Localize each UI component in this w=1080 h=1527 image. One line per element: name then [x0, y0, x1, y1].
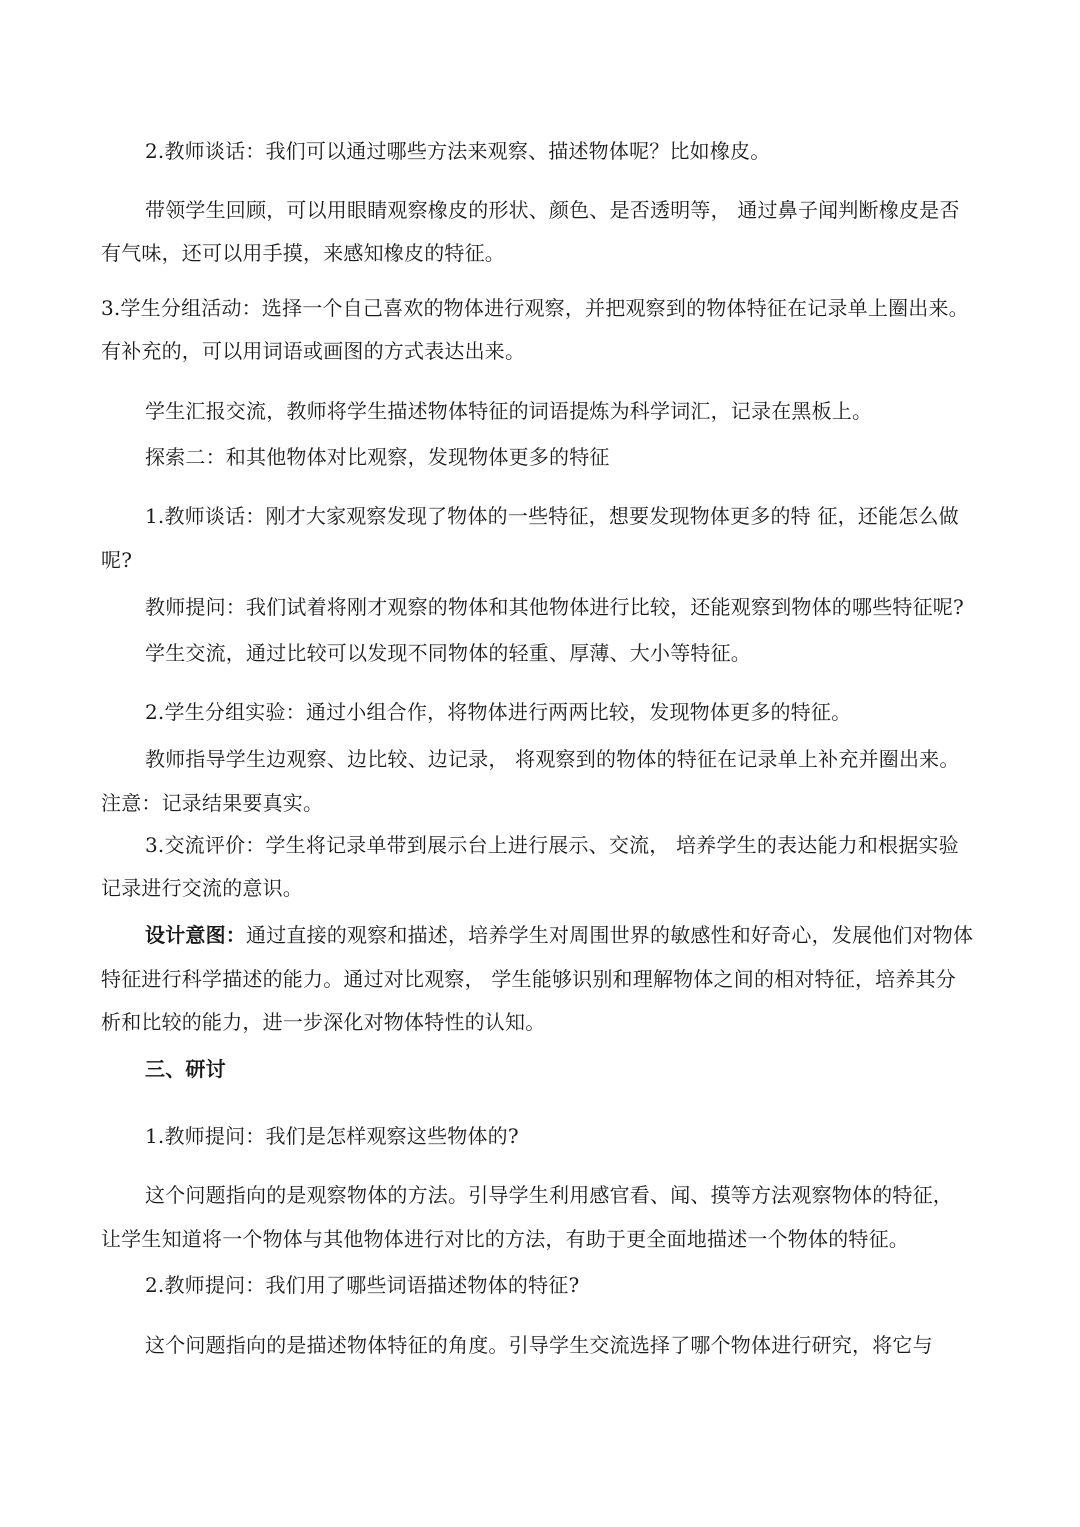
paragraph-line: 教师指导学生边观察、边比较、边记录， 将观察到的物体的特征在记录单上补充并圈出来。: [145, 747, 960, 771]
design-intent-line: [145, 921, 973, 949]
paragraph-line: 学生汇报交流，教师将学生描述物体特征的词语提炼为科学词汇，记录在黑板上。: [145, 399, 873, 423]
paragraph-line: 有补充的，可以用词语或画图的方式表达出来。: [101, 339, 526, 363]
paragraph-line: 这个问题指向的是观察物体的方法。引导学生利用感官看、闻、摸等方法观察物体的特征，: [145, 1183, 953, 1207]
paragraph-line: 让学生知道将一个物体与其他物体进行对比的方法，有助于更全面地描述一个物体的特征。: [101, 1227, 909, 1251]
paragraph-line: 记录进行交流的意识。: [101, 876, 303, 900]
paragraph-line: 3.交流评价：学生将记录单带到展示台上进行展示、交流， 培养学生的表达能力和根据实验: [145, 833, 959, 857]
paragraph-line: 析和比较的能力，进一步深化对物体特性的认知。: [101, 1010, 546, 1034]
paragraph-line: 有气味，还可以用手摸，来感知橡皮的特征。: [101, 241, 505, 265]
paragraph-line: 2.学生分组实验：通过小组合作，将物体进行两两比较，发现物体更多的特征。: [145, 700, 852, 724]
paragraph-line: 注意：记录结果要真实。: [101, 791, 324, 815]
paragraph-line: 学生交流，通过比较可以发现不同物体的轻重、厚薄、大小等特征。: [145, 641, 751, 665]
paragraph-line: 1.教师谈话：刚才大家观察发现了物体的一些特征，想要发现物体更多的特 征，还能怎么做: [145, 504, 959, 528]
paragraph-line: 3.学生分组活动：选择一个自己喜欢的物体进行观察，并把观察到的物体特征在记录单上圈出来。: [101, 296, 969, 320]
paragraph-line: 2.教师提问：我们用了哪些词语描述物体的特征?: [145, 1273, 580, 1297]
paragraph-line: 特征进行科学描述的能力。通过对比观察， 学生能够识别和理解物体之间的相对特征，培养其分: [101, 967, 956, 991]
section-heading: 探索二：和其他物体对比观察，发现物体更多的特征: [145, 445, 610, 469]
design-intent-text: 通过直接的观察和描述，培养学生对周围世界的敏感性和好奇心，发展他们对物体: [246, 923, 974, 947]
paragraph-line: 带领学生回顾，可以用眼睛观察橡皮的形状、颜色、是否透明等， 通过鼻子闻判断橡皮是否: [145, 198, 960, 222]
paragraph-line: 2.教师谈话：我们可以通过哪些方法来观察、描述物体呢？比如橡皮。: [145, 139, 771, 163]
paragraph-line: 呢?: [101, 548, 133, 572]
paragraph-line: 1.教师提问：我们是怎样观察这些物体的?: [145, 1124, 519, 1148]
paragraph-line: 这个问题指向的是描述物体特征的角度。引导学生交流选择了哪个物体进行研究，将它与: [145, 1333, 933, 1357]
paragraph-line: 教师提问：我们试着将刚才观察的物体和其他物体进行比较，还能观察到物体的哪些特征呢?: [145, 595, 964, 619]
section-heading: 三、研讨: [145, 1057, 226, 1081]
design-intent-label: 设计意图：: [145, 923, 246, 947]
